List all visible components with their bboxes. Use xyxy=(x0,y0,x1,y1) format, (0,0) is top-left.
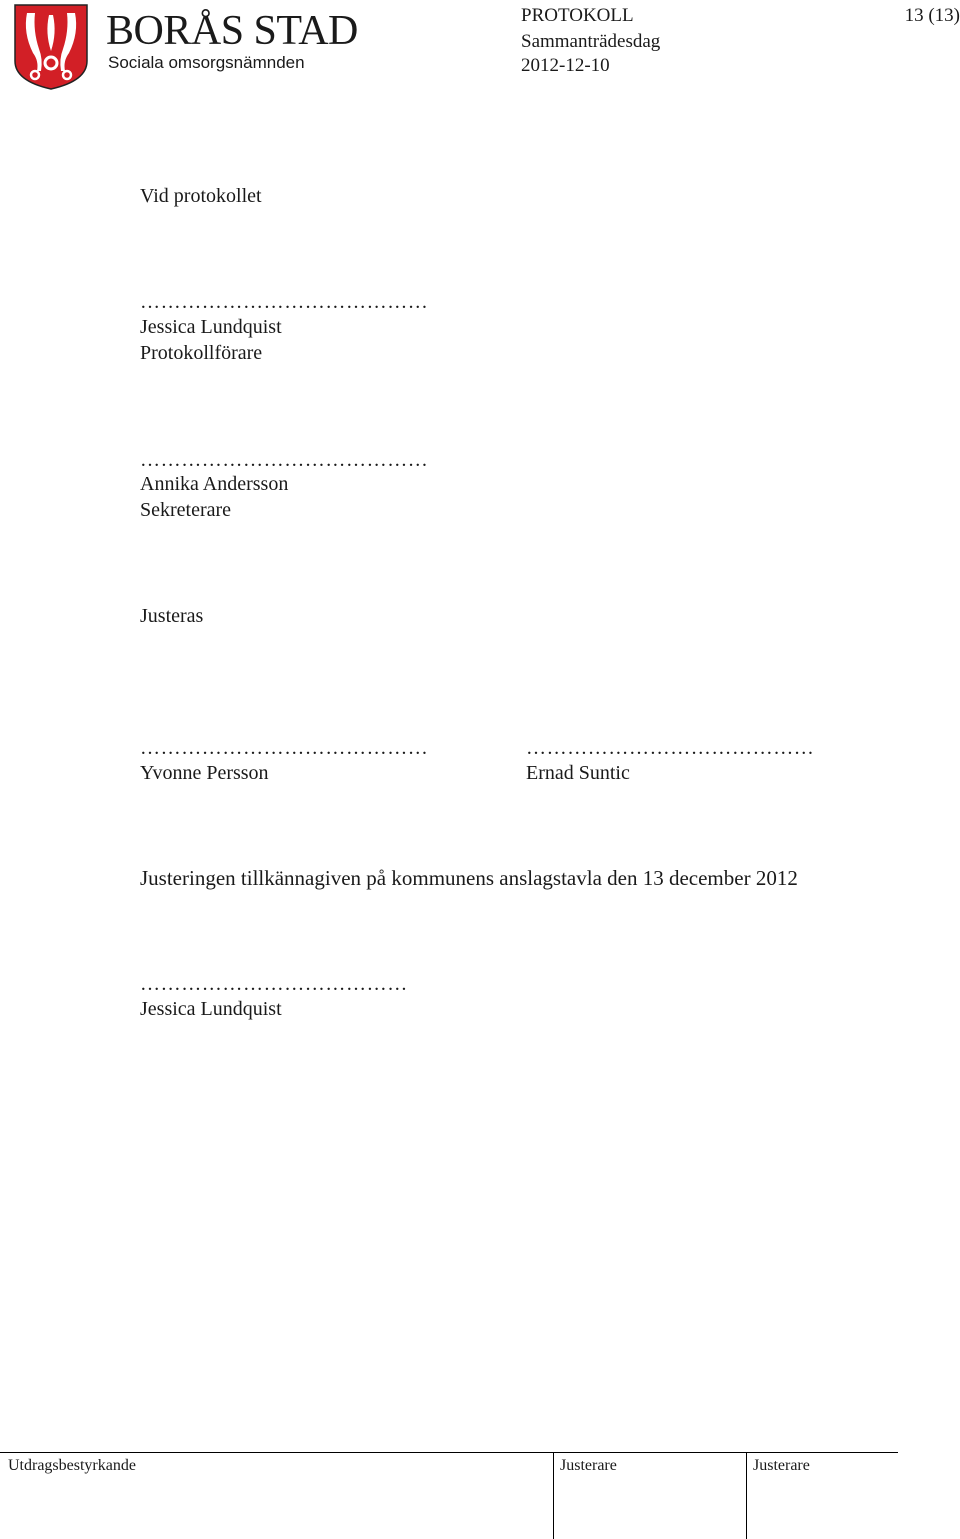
signature-line-4: …………………………………… xyxy=(526,737,815,759)
signatory-name-1: Jessica Lundquist xyxy=(140,316,282,338)
city-logo-title: BORÅS STAD xyxy=(106,8,358,54)
signature-line-5: ………………………………… xyxy=(140,973,408,995)
signatory-role-2: Sekreterare xyxy=(140,499,232,521)
signatory-name-5: Jessica Lundquist xyxy=(140,998,282,1020)
page-number: 13 (13) xyxy=(904,5,960,26)
signatory-name-4: Ernad Suntic xyxy=(526,762,630,784)
footer-utdragsbestyrkande: Utdragsbestyrkande xyxy=(8,1457,136,1474)
meeting-type: Sammanträdesdag xyxy=(521,31,661,52)
signatory-name-3: Yvonne Persson xyxy=(140,762,269,784)
announcement-text: Justeringen tillkännagiven på kommunens anslagstavla den 13 december 2012 xyxy=(140,866,798,890)
signature-line-3: …………………………………… xyxy=(140,737,429,759)
committee-name: Sociala omsorgsnämnden xyxy=(108,53,305,72)
footer-divider-1 xyxy=(553,1452,554,1539)
signatory-role-1: Protokollförare xyxy=(140,342,263,364)
signatory-name-2: Annika Andersson xyxy=(140,473,289,495)
footer-divider-2 xyxy=(746,1452,747,1539)
vid-protokollet-label: Vid protokollet xyxy=(140,185,262,207)
signature-line-1: …………………………………… xyxy=(140,291,429,313)
footer-justerare-1: Justerare xyxy=(560,1457,617,1474)
city-coat-of-arms-icon xyxy=(13,3,89,91)
meeting-date: 2012-12-10 xyxy=(521,55,610,76)
justeras-label: Justeras xyxy=(140,605,204,627)
footer-justerare-2: Justerare xyxy=(753,1457,810,1474)
signature-line-2: …………………………………… xyxy=(140,449,429,471)
document-type: PROTOKOLL xyxy=(521,5,634,26)
footer-top-border xyxy=(0,1452,898,1453)
